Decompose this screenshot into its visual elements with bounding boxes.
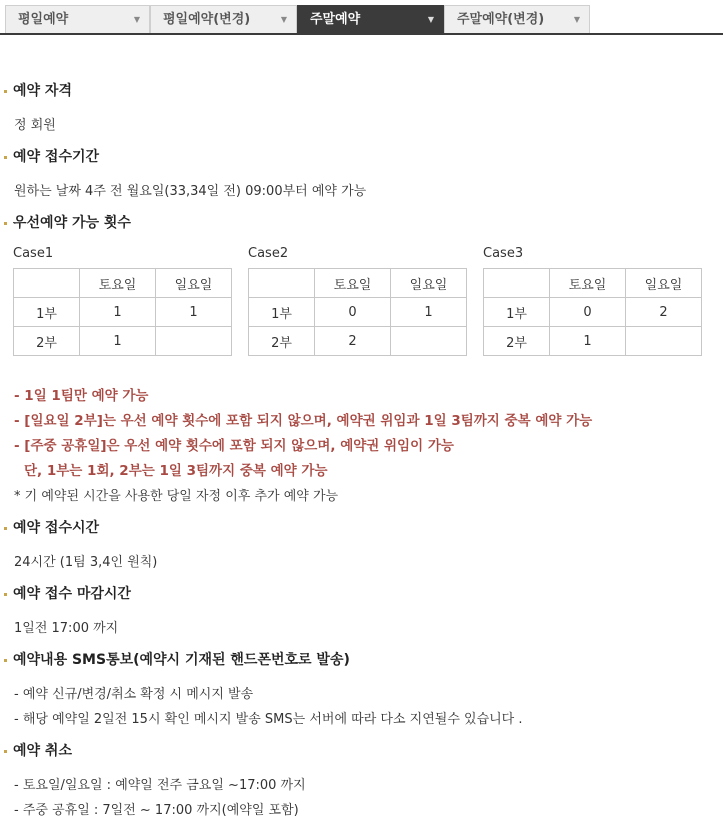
section-title-text: 예약 접수 마감시간 xyxy=(13,586,131,602)
chevron-down-icon: ▼ xyxy=(133,15,140,24)
cancel-line: - 주중 공휴일 : 7일전 ~ 17:00 까지(예약일 포함) xyxy=(14,803,299,818)
table-header-cell: 일요일 xyxy=(156,269,232,298)
tab-weekday[interactable] xyxy=(5,5,150,33)
table-cell: 1부 xyxy=(14,298,80,327)
table-cell: 1 xyxy=(156,298,232,327)
case1-table xyxy=(13,268,232,356)
section-title-text: 우선예약 가능 횟수 xyxy=(13,215,131,231)
tab-label: 평일예약 xyxy=(18,12,69,27)
note-additional: * 기 예약된 시간을 사용한 당일 자정 이후 추가 예약 가능 xyxy=(14,489,339,504)
tab-underline xyxy=(0,33,723,35)
section-title-priority xyxy=(4,212,131,232)
section-title-cancel xyxy=(4,740,72,760)
tab-label: 평일예약(변경) xyxy=(163,12,251,27)
bullet-icon xyxy=(4,593,7,596)
tab-weekend[interactable] xyxy=(297,5,444,33)
tab-weekday-change[interactable] xyxy=(150,5,297,33)
table-cell xyxy=(484,269,550,298)
bullet-icon xyxy=(4,90,7,93)
table-cell: 2 xyxy=(626,298,702,327)
tab-label: 주말예약(변경) xyxy=(457,12,545,27)
section-title-deadline xyxy=(4,583,131,603)
case2-label: Case2 xyxy=(248,246,289,261)
cancel-line: - 토요일/일요일 : 예약일 전주 금요일 ~17:00 까지 xyxy=(14,778,306,793)
sms-line: - 해당 예약일 2일전 15시 확인 메시지 발송 SMS는 서버에 따라 다소 지연될수 있습니다 . xyxy=(14,712,523,727)
table-row xyxy=(249,298,467,327)
case2-table xyxy=(248,268,467,356)
table-cell xyxy=(626,327,702,356)
reservation-tabs xyxy=(5,5,723,34)
table-cell: 2부 xyxy=(249,327,315,356)
table-cell: 1 xyxy=(550,327,626,356)
table-header-cell: 일요일 xyxy=(391,269,467,298)
tab-label: 주말예약 xyxy=(310,12,361,27)
bullet-icon xyxy=(4,527,7,530)
table-row xyxy=(14,298,232,327)
bullet-icon xyxy=(4,222,7,225)
section-title-reception xyxy=(4,517,99,537)
table-cell: 1부 xyxy=(249,298,315,327)
case1-label: Case1 xyxy=(13,246,54,261)
table-header-row xyxy=(484,269,702,298)
table-header-cell: 토요일 xyxy=(315,269,391,298)
table-cell xyxy=(156,327,232,356)
table-cell: 2부 xyxy=(14,327,80,356)
bullet-icon xyxy=(4,750,7,753)
section-title-text: 예약 자격 xyxy=(13,83,72,99)
table-header-row xyxy=(14,269,232,298)
deadline-text: 1일전 17:00 까지 xyxy=(14,621,119,636)
table-cell: 1부 xyxy=(484,298,550,327)
table-row xyxy=(14,327,232,356)
table-cell: 2부 xyxy=(484,327,550,356)
section-title-text: 예약내용 SMS통보(예약시 기재된 핸드폰번호로 발송) xyxy=(13,652,350,668)
case3-table xyxy=(483,268,702,356)
section-title-qualification xyxy=(4,80,72,100)
note-one-team: - 1일 1팀만 예약 가능 xyxy=(14,388,149,404)
chevron-down-icon: ▼ xyxy=(573,15,580,24)
qualification-text: 정 회원 xyxy=(14,118,56,133)
section-title-sms xyxy=(4,649,350,669)
table-header-cell: 토요일 xyxy=(80,269,156,298)
table-cell xyxy=(249,269,315,298)
table-cell: 1 xyxy=(80,298,156,327)
period-text: 원하는 날짜 4주 전 월요일(33,34일 전) 09:00부터 예약 가능 xyxy=(14,184,367,199)
table-cell xyxy=(391,327,467,356)
table-header-cell: 토요일 xyxy=(550,269,626,298)
reception-text: 24시간 (1팀 3,4인 원칙) xyxy=(14,555,158,570)
table-cell xyxy=(14,269,80,298)
chevron-down-icon: ▼ xyxy=(427,15,434,24)
table-row xyxy=(484,327,702,356)
table-header-row xyxy=(249,269,467,298)
note-holiday: - [주중 공휴일]은 우선 예약 횟수에 포함 되지 않으며, 예약권 위임이 가능 xyxy=(14,438,454,454)
table-row xyxy=(249,327,467,356)
bullet-icon xyxy=(4,659,7,662)
tab-weekend-change[interactable] xyxy=(444,5,590,33)
section-title-text: 예약 접수시간 xyxy=(13,520,100,536)
table-cell: 1 xyxy=(80,327,156,356)
chevron-down-icon: ▼ xyxy=(280,15,287,24)
table-cell: 0 xyxy=(315,298,391,327)
section-title-text: 예약 취소 xyxy=(13,743,72,759)
note-sunday-second: - [일요일 2부]는 우선 예약 횟수에 포함 되지 않으며, 예약권 위임과 1일 3팀까지 중복 예약 가능 xyxy=(14,413,593,429)
table-cell: 2 xyxy=(315,327,391,356)
section-title-period xyxy=(4,146,99,166)
bullet-icon xyxy=(4,156,7,159)
table-header-cell: 일요일 xyxy=(626,269,702,298)
table-cell: 0 xyxy=(550,298,626,327)
sms-line: - 예약 신규/변경/취소 확정 시 메시지 발송 xyxy=(14,687,254,702)
table-row xyxy=(484,298,702,327)
note-holiday-detail: 단, 1부는 1회, 2부는 1일 3팀까지 중복 예약 가능 xyxy=(24,463,328,479)
section-title-text: 예약 접수기간 xyxy=(13,149,100,165)
case3-label: Case3 xyxy=(483,246,524,261)
table-cell: 1 xyxy=(391,298,467,327)
